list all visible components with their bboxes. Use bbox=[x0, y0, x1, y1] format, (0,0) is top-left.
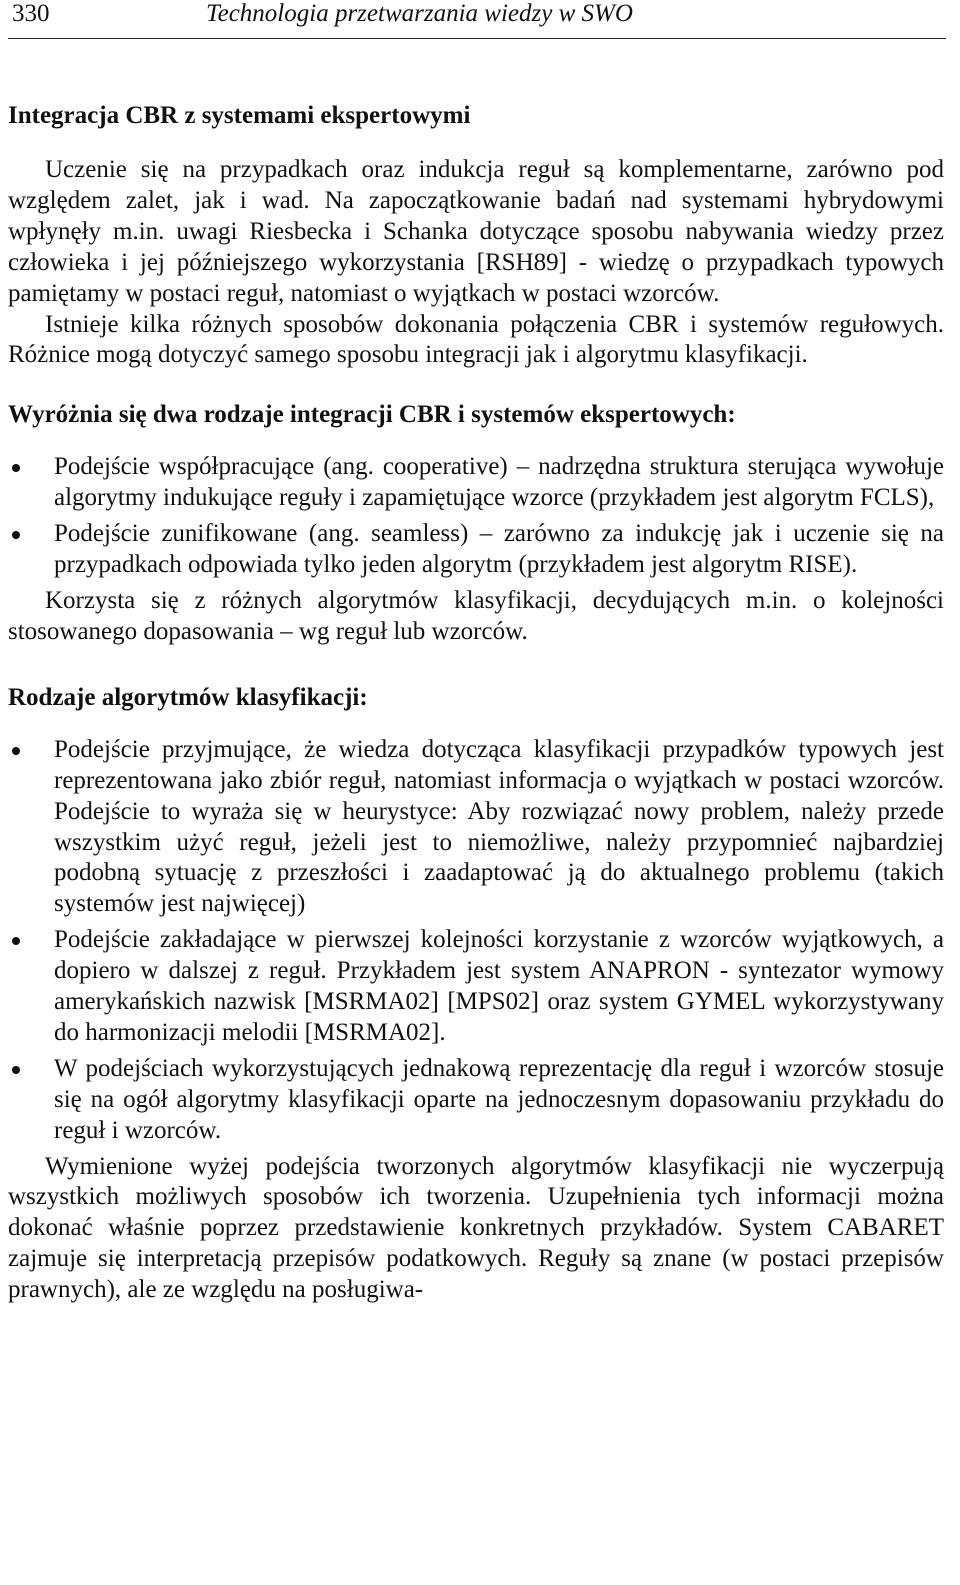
list-item bbox=[8, 1054, 944, 1147]
list-item-text: W podejściach wykorzystujących jednakową reprezentację dla reguł i wzorców stosuje się na ogół algorytmy klasyfikacji oparte na jednoczesnym dopasowaniu przykładu do reguł i wzorców. bbox=[54, 1054, 944, 1144]
list-item bbox=[8, 735, 944, 920]
list-item-text: Podejście zakładające w pierwszej kolejności korzystanie z wzorców wyjątkowych, a dopiero w dalszej z reguł. Przykładem jest system ANAPRON - syntezator wymowy amerykańskich nazwisk [MSRMA02] [MPS02] oraz system GYMEL wykorzystywany do harmonizacji melodii [MSRMA02]. bbox=[54, 926, 944, 1046]
bullet-icon bbox=[12, 747, 20, 755]
paragraph-cabaret: Wymienione wyżej podejścia tworzonych algorytmów klasyfikacji nie wyczerpują wszystkich możliwych sposobów ich tworzenia. Uzupełnienia tych informacji można dokonać właśnie poprzez przedstawienie konkretnych przykładów. System CABARET zajmuje się interpretacją przepisów podatkowych. Reguły są znane (w postaci przepisów prawnych), ale ze względu na posługiwa- bbox=[8, 1152, 944, 1304]
list-item bbox=[8, 452, 944, 514]
list-item bbox=[8, 519, 944, 581]
section-heading-classification-algorithms: Rodzaje algorytmów klasyfikacji: bbox=[8, 683, 368, 711]
section-heading-integration-types: Wyróżnia się dwa rodzaje integracji CBR i systemów ekspertowych: bbox=[8, 401, 736, 429]
page-content bbox=[8, 100, 944, 1306]
list-item bbox=[8, 925, 944, 1049]
paragraph-methods: Istnieje kilka różnych sposobów dokonania połączenia CBR i systemów regułowych. Różnice mogą dotyczyć samego sposobu integracji jak i algorytmu klasyfikacji. bbox=[8, 310, 944, 369]
integration-types-list bbox=[8, 452, 944, 581]
list-item-text: Podejście przyjmujące, że wiedza dotycząca klasyfikacji przypadków typowych jest reprezentowana jako zbiór reguł, natomiast informacja o wyjątkach w postaci wzorców. Podejście to wyraża się w heurystyce: Aby rozwiązać nowy problem, należy przede wszystkim użyć reguł, jeżeli jest to niemożliwe, należy przypomnieć najbardziej podobną sytuację z przeszłości i zaadaptować ją do aktualnego problemu (takich systemów jest najwięcej) bbox=[54, 735, 944, 918]
bullet-icon bbox=[12, 937, 20, 945]
running-header bbox=[8, 0, 946, 39]
running-title: Technologia przetwarzania wiedzy w SWO bbox=[206, 0, 633, 27]
bullet-icon bbox=[12, 464, 20, 472]
list-item-text: Podejście zunifikowane (ang. seamless) – zarówno za indukcję jak i uczenie się na przypadkach odpowiada tylko jeden algorytm (przykładem jest algorytm RISE). bbox=[54, 520, 944, 579]
paragraph-intro: Uczenie się na przypadkach oraz indukcja reguł są komplementarne, zarówno pod względem zalet, jak i wad. Na zapoczątkowanie badań nad systemami hybrydowymi wpłynęły m.in. uwagi Riesbecka i Schanka dotyczące sposobu nabywania wiedzy przez człowieka i jej późniejszego wykorzystania [RSH89] - wiedzę o przypadkach typowych pamiętamy w postaci reguł, natomiast o wyjątkach w postaci wzorców. bbox=[8, 156, 944, 307]
bullet-icon bbox=[12, 1066, 20, 1074]
classification-algorithms-list bbox=[8, 735, 944, 1147]
paragraph-classification-note: Korzysta się z różnych algorytmów klasyfikacji, decydujących m.in. o kolejności stosowanego dopasowania – wg reguł lub wzorców. bbox=[8, 586, 944, 645]
page-number: 330 bbox=[12, 0, 50, 27]
bullet-icon bbox=[12, 531, 20, 539]
list-item-text: Podejście współpracujące (ang. cooperative) – nadrzędna struktura sterująca wywołuje algorytmy indukujące reguły i zapamiętujące wzorce (przykładem jest algorytm FCLS), bbox=[54, 453, 944, 512]
section-heading-integration: Integracja CBR z systemami ekspertowymi bbox=[8, 102, 471, 129]
